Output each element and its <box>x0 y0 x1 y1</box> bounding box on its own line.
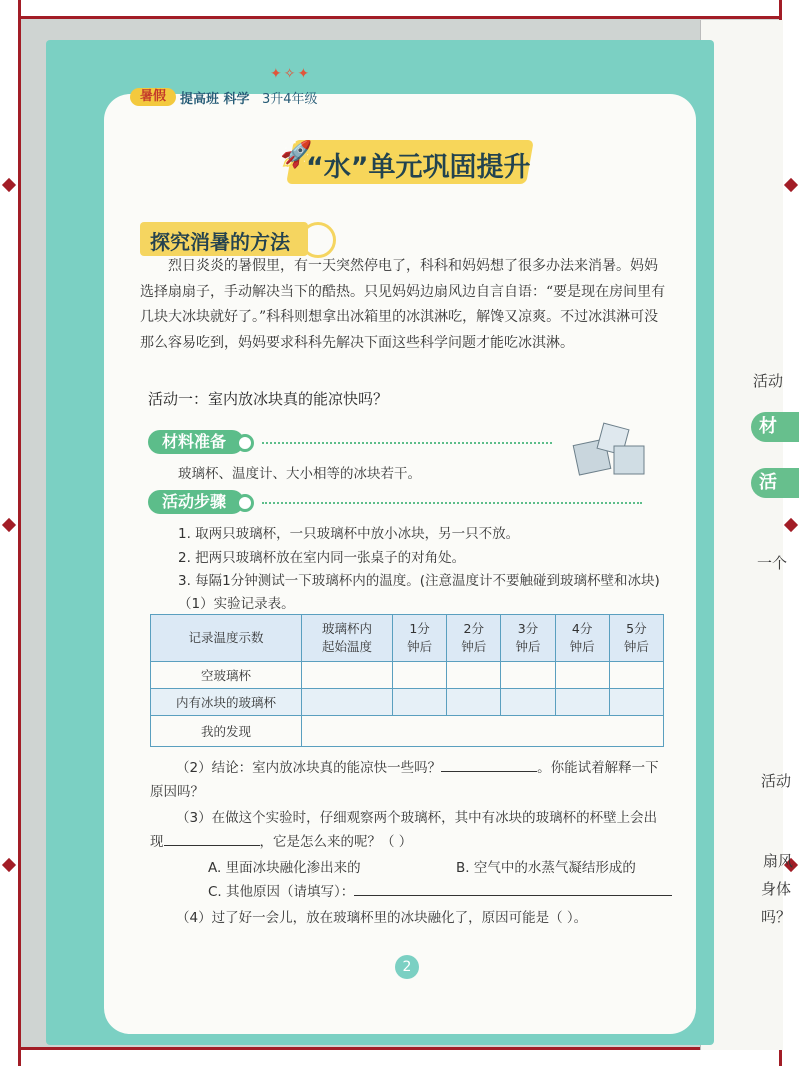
table-cell[interactable] <box>501 689 555 716</box>
question-text: （2）结论：室内放冰块真的能凉快一些吗？ <box>176 760 442 776</box>
next-page-text: 一个 <box>757 554 788 572</box>
frame-left <box>0 0 21 1066</box>
swirl-icon <box>300 222 336 258</box>
sparkle-icon: ✦✧✦ <box>270 66 312 82</box>
record-table <box>150 614 664 747</box>
next-page-text: 扇风 <box>763 852 794 870</box>
option-c-label: C. 其他原因（请填写）： <box>208 884 355 900</box>
bullet-icon <box>236 494 254 512</box>
answer-blank[interactable] <box>441 771 537 772</box>
table-row-label: 空玻璃杯 <box>151 662 302 689</box>
section-title: 探究消暑的方法 <box>150 230 290 254</box>
table-row <box>151 689 664 716</box>
activity-title: 活动一：室内放冰块真的能凉快吗？ <box>148 390 389 408</box>
next-page-tag: 活 <box>751 468 799 498</box>
steps-label <box>148 490 244 514</box>
question-text: 原因吗？ <box>150 784 204 800</box>
page-title: “水”单元巩固提升 <box>306 152 531 183</box>
next-page-tag: 材 <box>751 412 799 442</box>
wave-line <box>262 436 552 444</box>
table-row-label: 内有冰块的玻璃杯 <box>151 689 302 716</box>
table-row <box>151 662 664 689</box>
table-cell[interactable] <box>609 689 663 716</box>
table-cell[interactable] <box>555 689 609 716</box>
wave-line <box>262 496 642 504</box>
table-cell[interactable] <box>302 689 393 716</box>
question-2 <box>176 756 659 776</box>
table-row <box>151 716 664 747</box>
table-cell[interactable] <box>555 662 609 689</box>
frame-top <box>0 0 800 19</box>
header-series: 提高班 科学 <box>180 92 250 107</box>
table-cell[interactable] <box>447 662 501 689</box>
table-row-label: 我的发现 <box>151 716 302 747</box>
header-badge: 暑假 <box>130 88 176 106</box>
materials-label <box>148 430 244 454</box>
intro-line: 几块大冰块就好了。”科科则想拿出冰箱里的冰淇淋吃，解馋又凉爽。不过冰淇淋可没 <box>140 309 659 325</box>
step-item: （1）实验记录表。 <box>178 596 295 612</box>
table-header: 玻璃杯内 起始温度 <box>302 615 393 662</box>
next-page-text: 吗？ <box>761 908 792 926</box>
findings-cell[interactable] <box>302 716 664 747</box>
step-item: 3. 每隔1分钟测试一下玻璃杯内的温度。(注意温度计不要触碰到玻璃杯壁和冰块) <box>178 573 660 589</box>
page-number: 2 <box>395 955 419 979</box>
table-header: 4分 钟后 <box>555 615 609 662</box>
next-page-text: 活动 <box>753 372 784 390</box>
table-header: 1分 钟后 <box>393 615 447 662</box>
materials-text: 玻璃杯、温度计、大小相等的冰块若干。 <box>178 466 421 482</box>
option-a[interactable]: A. 里面冰块融化渗出来的 <box>208 860 361 876</box>
intro-line: 烈日炎炎的暑假里，有一天突然停电了，科科和妈妈想了很多办法来消暑。妈妈 <box>168 258 658 274</box>
table-cell[interactable] <box>447 689 501 716</box>
step-item: 1. 取两只玻璃杯，一只玻璃杯中放小冰块，另一只不放。 <box>178 526 520 542</box>
question-4: （4）过了好一会儿，放在玻璃杯里的冰块融化了，原因可能是（ ）。 <box>176 910 588 926</box>
ice-cubes-icon <box>568 422 658 478</box>
header-grade: 3升4年级 <box>262 92 318 107</box>
next-page-text: 身体 <box>761 880 792 898</box>
question-3-cont <box>150 830 412 850</box>
rocket-icon: 🚀 <box>280 140 313 170</box>
answer-blank[interactable] <box>164 845 260 846</box>
table-cell[interactable] <box>501 662 555 689</box>
answer-blank[interactable] <box>354 895 672 896</box>
step-item: 2. 把两只玻璃杯放在室内同一张桌子的对角处。 <box>178 550 466 566</box>
table-cell[interactable] <box>609 662 663 689</box>
intro-line: 那么容易吃到，妈妈要求科科先解决下面这些科学问题才能吃冰淇淋。 <box>140 334 574 351</box>
steps-label-text: 活动步骤 <box>162 492 227 511</box>
table-header: 记录温度示数 <box>151 615 302 662</box>
question-text: 。你能试着解释一下 <box>537 760 659 776</box>
table-header: 5分 钟后 <box>609 615 663 662</box>
bullet-icon <box>236 434 254 452</box>
question-3: （3）在做这个实验时，仔细观察两个玻璃杯，其中有冰块的玻璃杯的杯壁上会出 <box>176 810 658 826</box>
table-cell[interactable] <box>393 662 447 689</box>
question-text: 现 <box>150 834 164 850</box>
intro-line: 选择扇扇子，手动解决当下的酷热。只见妈妈边扇风边自言自语：“要是现在房间里有 <box>140 283 666 300</box>
next-page-text: 活动 <box>761 772 792 790</box>
table-cell[interactable] <box>302 662 393 689</box>
materials-label-text: 材料准备 <box>162 432 227 451</box>
option-b[interactable]: B. 空气中的水蒸气凝结形成的 <box>456 860 636 876</box>
frame-bottom <box>0 1047 800 1066</box>
table-cell[interactable] <box>393 689 447 716</box>
question-text: ，它是怎么来的呢？（ ） <box>259 834 413 850</box>
intro-paragraph <box>140 254 700 356</box>
table-header: 3分 钟后 <box>501 615 555 662</box>
option-c[interactable] <box>208 880 672 900</box>
table-header: 2分 钟后 <box>447 615 501 662</box>
